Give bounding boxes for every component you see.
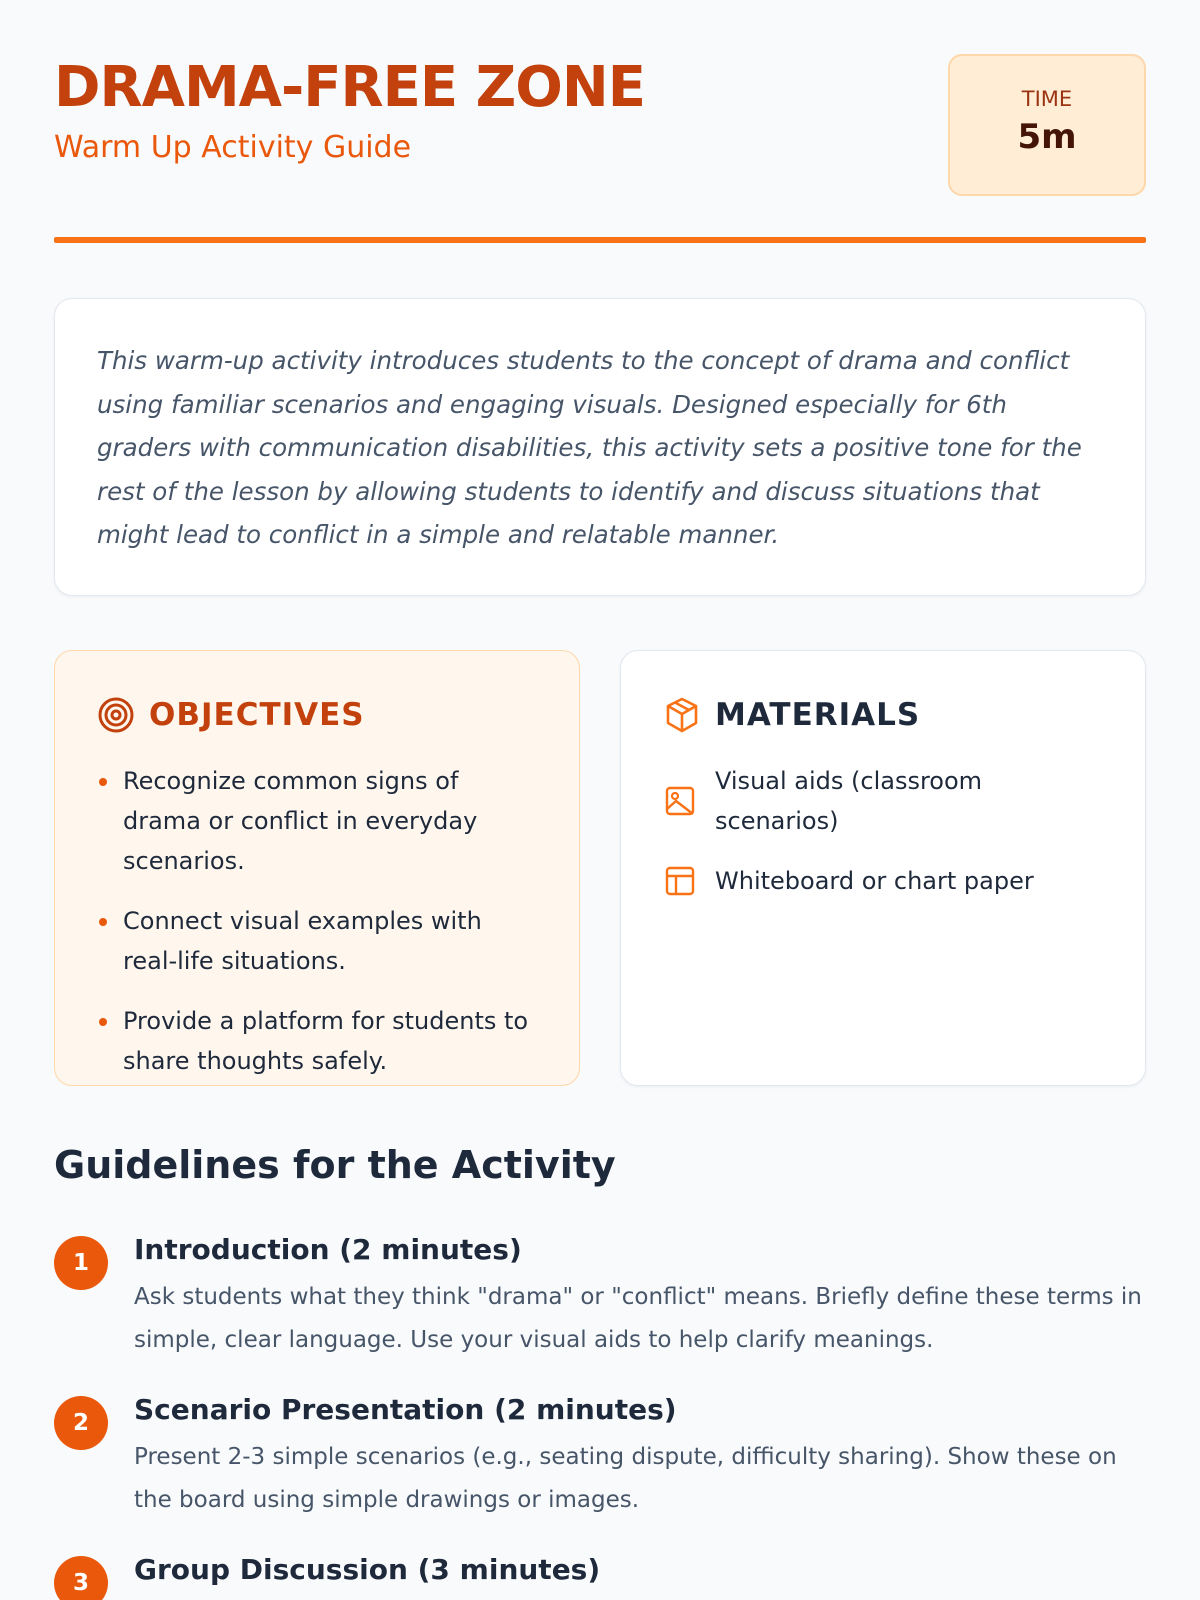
objectives-list <box>97 761 539 1081</box>
step-description: Present 2-3 simple scenarios (e.g., seating dispute, difficulty sharing). Show these on the board using simple drawings or images. <box>134 1444 1117 1513</box>
time-value: 5m <box>1017 117 1077 157</box>
time-badge <box>948 54 1146 196</box>
header <box>54 54 1146 196</box>
header-divider <box>54 237 1146 243</box>
step-title: Introduction (2 minutes) <box>134 1233 522 1266</box>
layout-icon <box>663 864 697 898</box>
step-item <box>54 1392 1146 1552</box>
bullet-dot <box>99 918 107 926</box>
objectives-panel <box>54 650 580 1086</box>
page-subtitle: Warm Up Activity Guide <box>54 130 412 165</box>
objective-text: Connect visual examples with real-life situations. <box>123 907 482 975</box>
intro-card <box>54 298 1146 596</box>
objective-item <box>97 761 539 881</box>
step-number-badge: 2 <box>54 1396 108 1450</box>
intro-text: This warm-up activity introduces students to the concept of drama and conflict using familiar scenarios and engaging visuals. Designed especially for 6th graders with communication disabilities, this activity sets a positive tone for the rest of the lesson by allowing students to identify and discuss situations that might lead to conflict in a simple and relatable manner. <box>97 346 1082 549</box>
guidelines-steps <box>54 1232 1146 1600</box>
bullet-dot <box>99 1018 107 1026</box>
step-number-badge: 3 <box>54 1556 108 1600</box>
page-title: DRAMA-FREE ZONE <box>54 55 645 120</box>
material-item <box>663 761 1105 841</box>
step-item <box>54 1232 1146 1392</box>
step-number-badge: 1 <box>54 1236 108 1290</box>
objective-text: Recognize common signs of drama or conflict in everyday scenarios. <box>123 767 478 875</box>
objectives-header <box>97 693 539 737</box>
guidelines-heading: Guidelines for the Activity <box>54 1143 616 1187</box>
objective-item <box>97 1001 539 1081</box>
step-title: Group Discussion (3 minutes) <box>134 1553 601 1586</box>
step-description: Ask students what they think "drama" or "conflict" means. Briefly define these terms in simple, clear language. Use your visual aids to help clarify meanings. <box>134 1284 1142 1353</box>
materials-panel <box>620 650 1146 1086</box>
material-item <box>663 861 1105 901</box>
material-text: Whiteboard or chart paper <box>715 867 1034 895</box>
step-title: Scenario Presentation (2 minutes) <box>134 1393 677 1426</box>
objective-item <box>97 901 539 981</box>
materials-list <box>663 761 1105 901</box>
materials-header <box>663 693 1105 737</box>
step-item <box>54 1552 1146 1600</box>
objectives-title: OBJECTIVES <box>149 697 365 733</box>
image-icon <box>663 784 697 818</box>
time-label: TIME <box>1021 87 1073 111</box>
material-text: Visual aids (classroom scenarios) <box>715 767 983 835</box>
bullet-dot <box>99 778 107 786</box>
materials-title: MATERIALS <box>715 697 921 733</box>
box-icon <box>663 696 701 734</box>
objective-text: Provide a platform for students to share thoughts safely. <box>123 1007 529 1075</box>
target-icon <box>97 696 135 734</box>
